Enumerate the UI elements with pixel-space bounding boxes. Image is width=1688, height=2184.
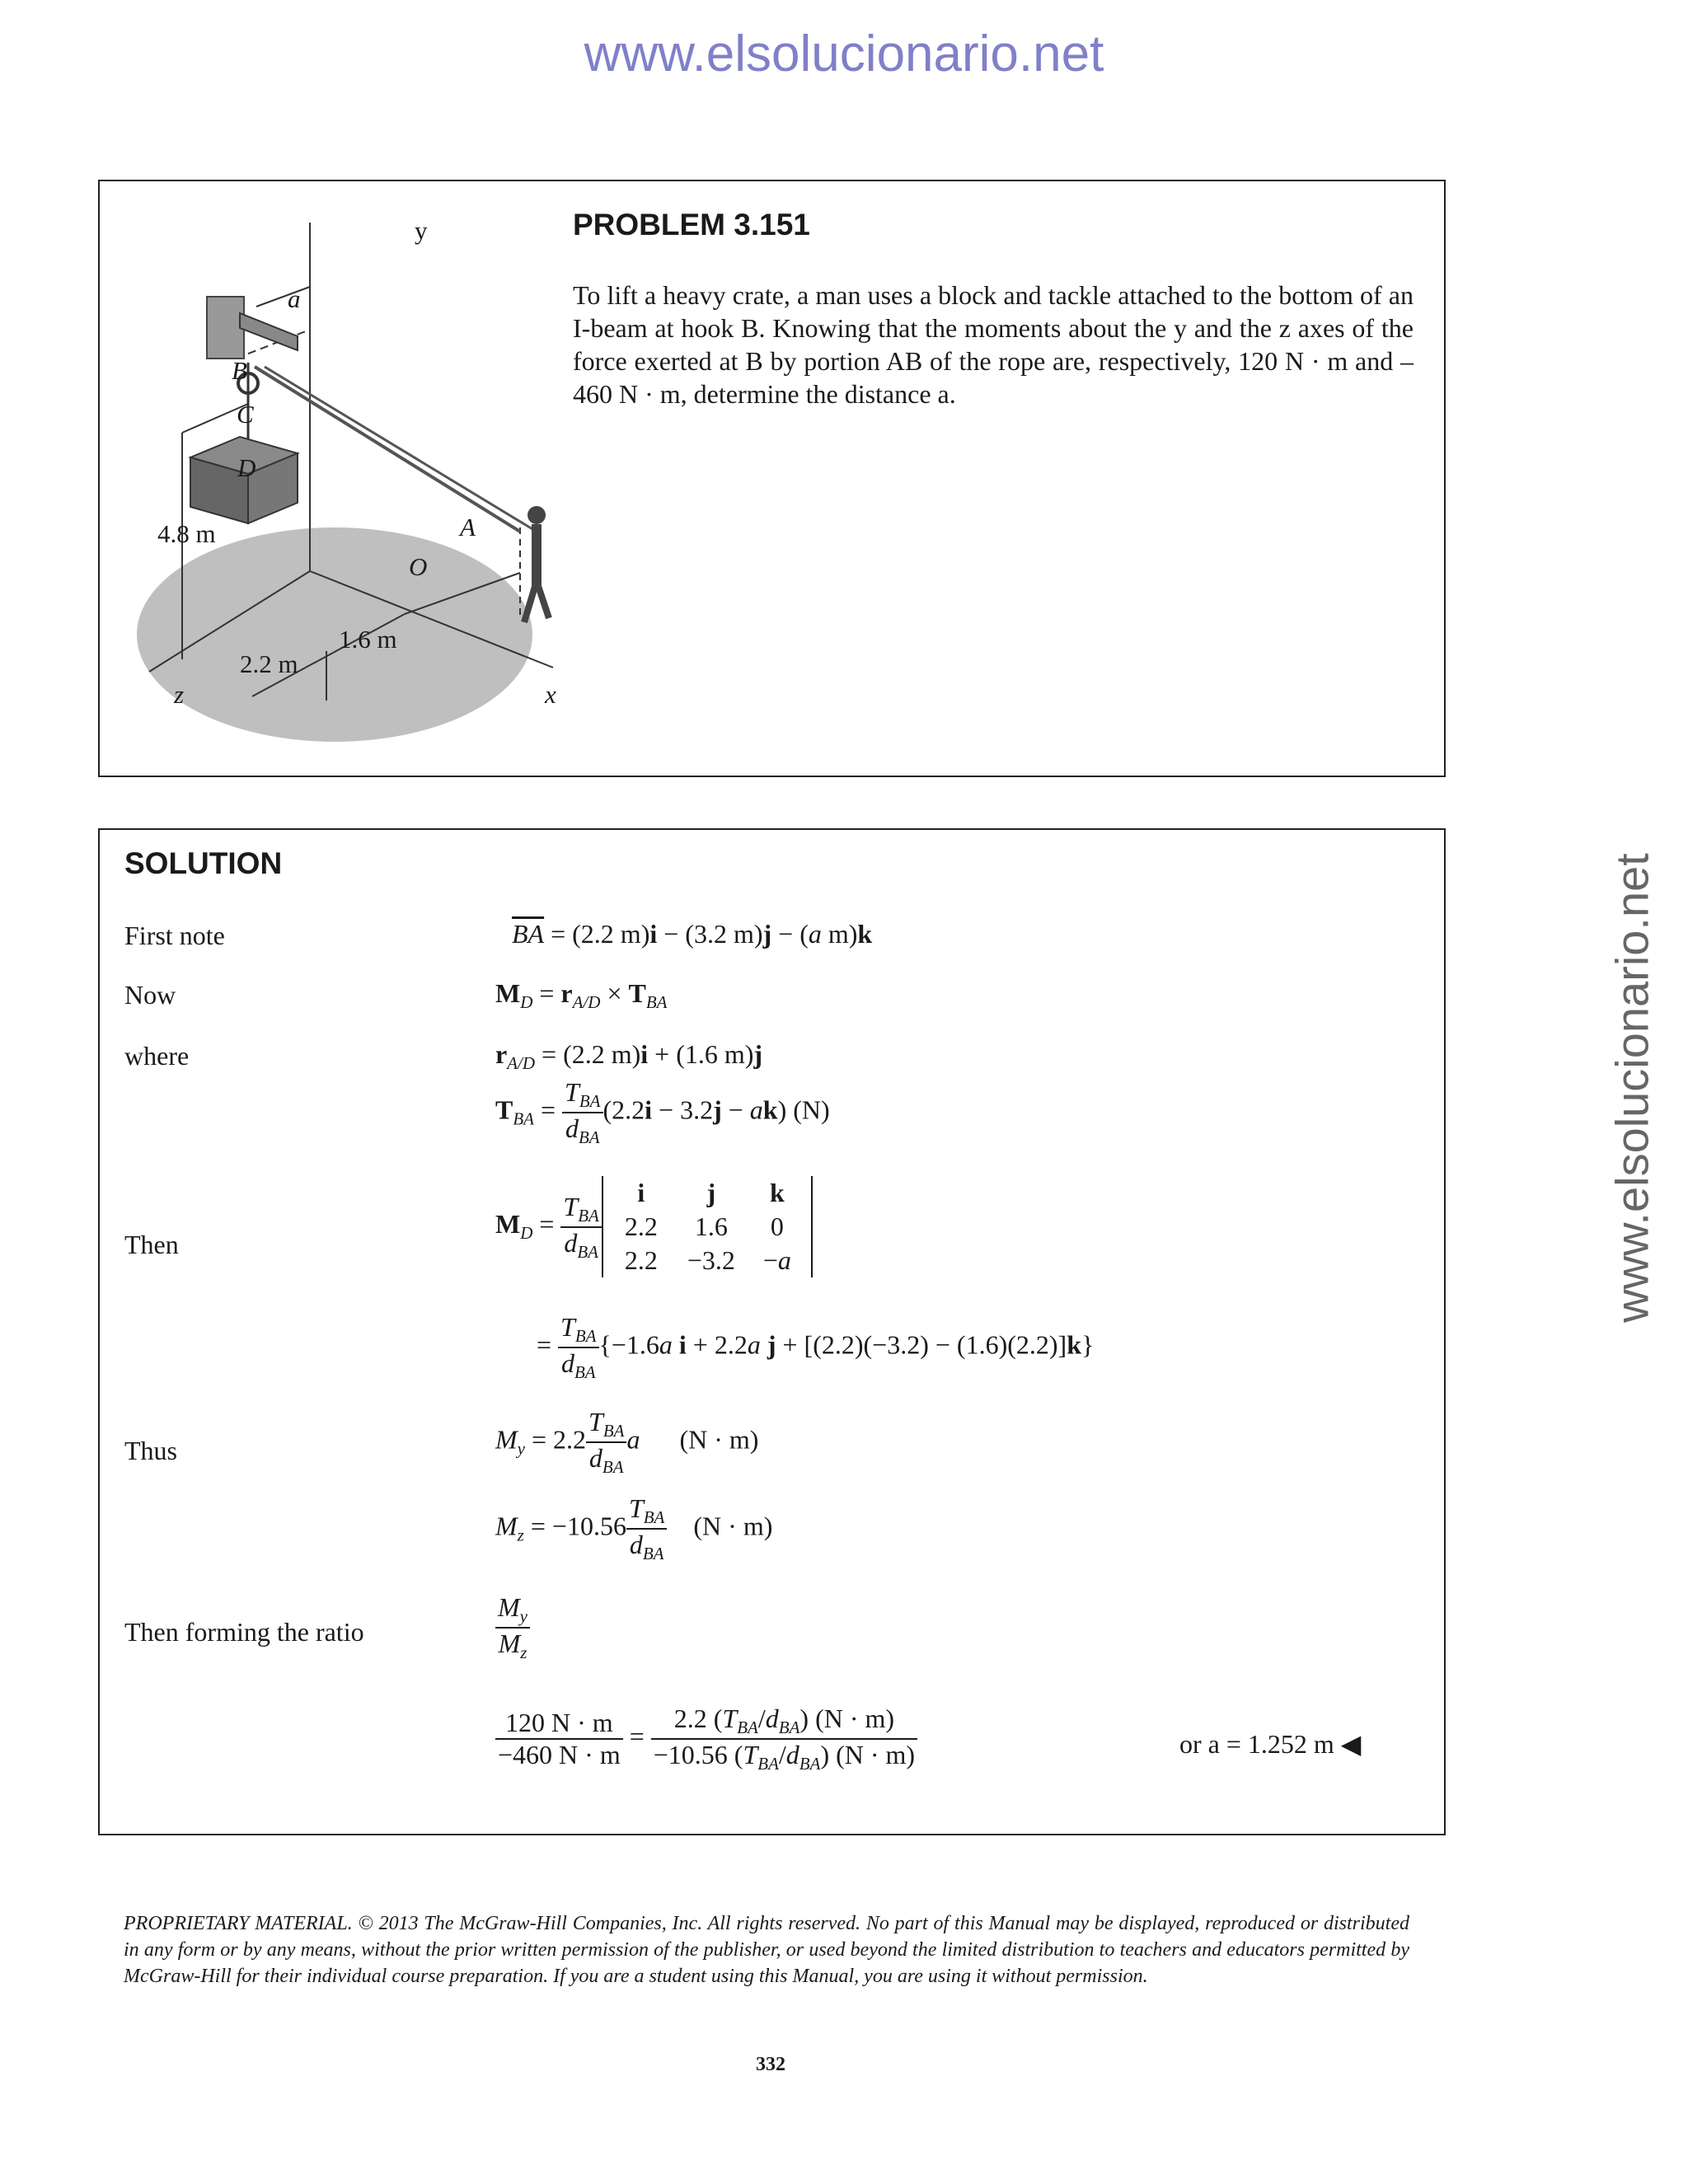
label-where: where — [124, 1041, 190, 1071]
label-then: Then — [124, 1230, 179, 1259]
label-2.2m: 2.2 m — [240, 649, 298, 678]
man-leg-2 — [537, 581, 549, 618]
label-a: a — [288, 284, 301, 313]
final-answer: or a = 1.252 m ◀ — [1179, 1729, 1362, 1759]
rope-ab — [255, 367, 520, 532]
solution-box — [98, 828, 1446, 1835]
eq-my: $M_y = 2.2$ $\frac{T_{BA}}{d_{BA}}$ a (N · m) — [495, 1407, 759, 1477]
label-thus: Thus — [124, 1436, 177, 1465]
rope-ab-2 — [265, 367, 537, 532]
label-first-note: First note — [124, 921, 225, 950]
label-ratio: Then forming the ratio — [124, 1617, 364, 1647]
eq-mz: $M_z = -10.56$ $\frac{T_{BA}}{d_{BA}}$ (N · m) — [495, 1493, 773, 1563]
i-beam — [240, 313, 298, 350]
eq-ratio: $\frac{M_y}{M_z}$ — [495, 1592, 530, 1663]
determinant-matrix: i j k 2.2 1.6 0 2.2 −3.2 −a — [602, 1176, 813, 1277]
eq-expanded: = $\frac{T_{BA}}{d_{BA}}$ {−1.6a i + 2.2a j + [(2.2)(−3.2) − (1.6)(2.2)]k} — [537, 1312, 1095, 1382]
label-a-point: A — [460, 513, 476, 541]
label-d: D — [237, 453, 256, 482]
label-z-axis: z — [174, 680, 185, 709]
label-1.6m: 1.6 m — [339, 625, 397, 654]
dim-a — [256, 287, 310, 307]
label-c: C — [237, 400, 254, 429]
crate-lift-diagram — [124, 198, 586, 758]
eq-ratio-values: $\frac{120 N \cdot m}{-460 N \cdot m}$ = $\frac{2.2 (T_{BA}/d_{BA}) (N \cdot m)}{-10.56 (T_{BA}/d_{BA}) (N \cdot m)}$ — [495, 1704, 917, 1774]
label-o: O — [409, 552, 428, 581]
label-x-axis: x — [545, 680, 556, 709]
floor-shadow — [137, 527, 532, 742]
problem-figure — [124, 198, 586, 758]
eq-ba-vector: $\overline{BA} = (2.2$ m)i − (3.2 m)j − (a m)k — [512, 919, 873, 949]
eq-moment-def: $M_D = r_{A/D} \times T_{BA}$ — [495, 978, 668, 1012]
label-b: B — [232, 356, 247, 385]
man-head — [528, 506, 546, 524]
man-leg-1 — [524, 581, 537, 622]
eq-determinant: $M_D$ = $\frac{T_{BA}}{d_{BA}}$ i j k 2.2 1.6 0 2.2 −3.2 −a — [495, 1176, 813, 1277]
eq-t-ba: $T_{BA}$ = $\frac{T_{BA}}{d_{BA}}$ (2.2i − 3.2j − ak) (N) — [495, 1077, 830, 1147]
problem-title: PROBLEM 3.151 — [573, 208, 810, 241]
wall-plate — [207, 297, 244, 359]
page-number: 332 — [756, 2054, 785, 2075]
solution-title: SOLUTION — [124, 846, 283, 880]
problem-statement: To lift a heavy crate, a man uses a block and tackle attached to the bottom of an I-beam at hook B. Knowing that the moments about the y and the z axes of the force exerted at B by portion AB of the rope are, respectively, 120 N · m and –460 N · m, determine the distance a. — [573, 280, 1414, 409]
problem-box — [98, 180, 1446, 777]
watermark-top: www.elsolucionario.net — [584, 26, 1104, 82]
label-y-axis: y — [415, 216, 428, 245]
watermark-side: www.elsolucionario.net — [1606, 853, 1658, 1323]
label-now: Now — [124, 980, 176, 1010]
label-4.8m: 4.8 m — [157, 519, 216, 548]
eq-r-ad: $r_{A/D} = (2.2$ m)i + (1.6 m)j — [495, 1039, 763, 1073]
copyright-footer: PROPRIETARY MATERIAL. © 2013 The McGraw-Hill Companies, Inc. All rights reserved. No part of this Manual may be displayed, reproduced or distributed in any form or by any means, without the prior written permission of the publisher, or used beyond the limited distribution to teachers and educators permitted by McGraw-Hill for their individual course preparation. If you are a student using this Manual, you are using it without permission. — [124, 1913, 1409, 1987]
